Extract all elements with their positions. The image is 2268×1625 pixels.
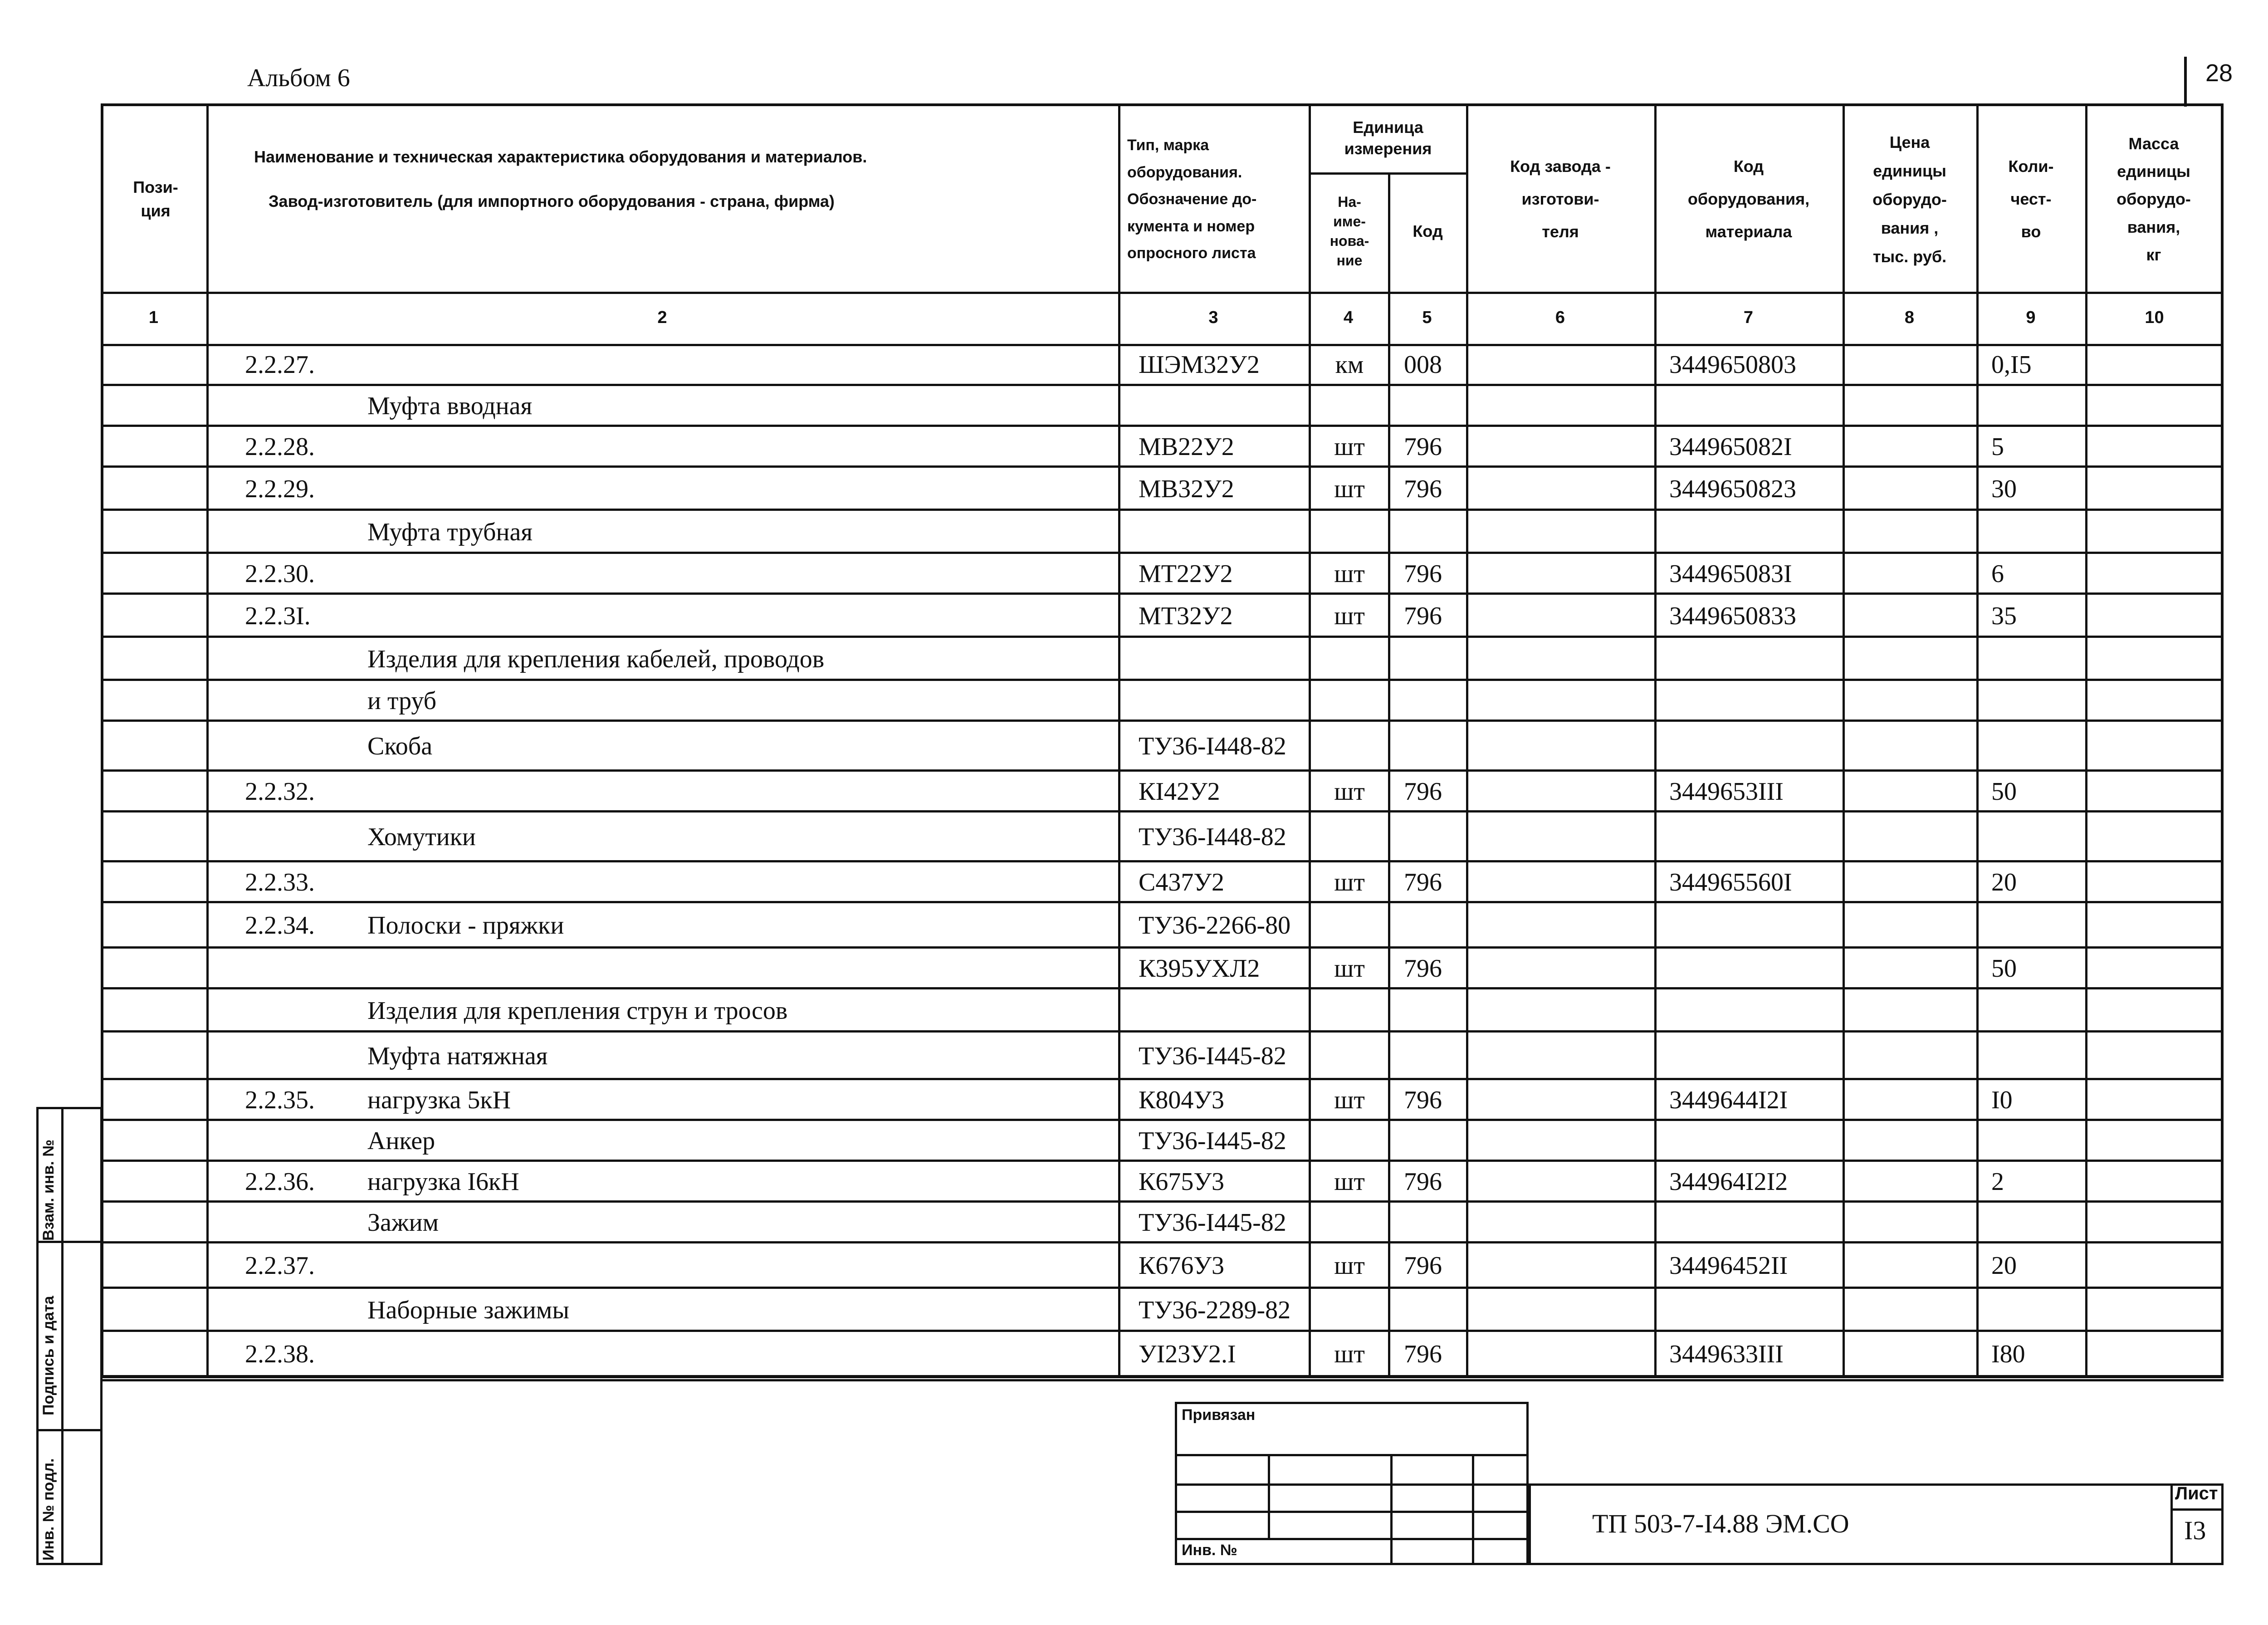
row-unit-code bbox=[1404, 680, 1467, 721]
row-position: 2.2.28. bbox=[245, 433, 315, 461]
header-mass: Масса единицы оборудо- вания, кг bbox=[2116, 134, 2191, 264]
privyazan-row-4 bbox=[1175, 1538, 1529, 1540]
row-unit-code: 796 bbox=[1404, 433, 1442, 461]
header-unit-code: Код bbox=[1413, 221, 1443, 240]
row-name: Изделия для крепления струн и тросов bbox=[367, 996, 788, 1025]
row-type bbox=[1139, 386, 1311, 426]
header-name-line2: Завод-изготовитель (для импортного оборудования - страна, фирма) bbox=[269, 192, 835, 211]
row-quantity bbox=[1991, 1202, 2082, 1243]
row-equipment-code bbox=[1669, 721, 1842, 771]
row-equipment-code: 3449644I2I bbox=[1669, 1086, 1788, 1114]
column-number-5: 5 bbox=[1422, 308, 1432, 327]
col-line-9 bbox=[2085, 103, 2087, 1378]
row-equipment-code bbox=[1669, 1121, 1842, 1161]
row-type: КI42У2 bbox=[1139, 778, 1220, 806]
column-number-3: 3 bbox=[1208, 308, 1218, 327]
row-position: 2.2.33. bbox=[245, 868, 315, 896]
row-equipment-code bbox=[1669, 989, 1842, 1032]
privyazan-row-1 bbox=[1175, 1454, 1529, 1456]
sheet-number: I3 bbox=[2184, 1516, 2206, 1545]
row-unit bbox=[1311, 637, 1388, 680]
row-name bbox=[367, 948, 1116, 989]
row-unit-code: 796 bbox=[1404, 778, 1442, 806]
row-unit-code bbox=[1404, 721, 1467, 771]
row-unit: шт bbox=[1334, 954, 1365, 983]
row-unit bbox=[1311, 680, 1388, 721]
row-name: Полоски - пряжки bbox=[367, 911, 564, 940]
list-box-divider bbox=[2170, 1508, 2224, 1511]
row-unit bbox=[1311, 386, 1388, 426]
header-type: Тип, марка оборудования. Обозначение до- кумента и номер опросного листа bbox=[1127, 137, 1257, 262]
row-unit: км bbox=[1335, 351, 1364, 379]
row-unit: шт bbox=[1334, 778, 1365, 806]
row-position: 2.2.3I. bbox=[245, 602, 311, 630]
row-unit-code: 796 bbox=[1404, 954, 1442, 983]
page-number: 28 bbox=[2205, 59, 2233, 87]
row-position: 2.2.35. bbox=[245, 1086, 315, 1114]
row-unit bbox=[1311, 721, 1388, 771]
row-unit: шт bbox=[1334, 1252, 1365, 1280]
row-name: Муфта вводная bbox=[367, 392, 533, 420]
row-equipment-code bbox=[1669, 386, 1842, 426]
stamp-vzam-label: Взам. инв. № bbox=[40, 1139, 57, 1241]
row-type: ШЭМ32У2 bbox=[1139, 351, 1260, 379]
column-number-2: 2 bbox=[657, 308, 667, 327]
stamp-podpis-label: Подпись и дата bbox=[40, 1296, 57, 1415]
privyazan-label: Привязан bbox=[1182, 1406, 1256, 1424]
page-number-divider bbox=[2184, 57, 2187, 107]
col-line-2 bbox=[1118, 103, 1120, 1378]
row-type: К675У3 bbox=[1139, 1168, 1224, 1196]
row-type: МТ32У2 bbox=[1139, 602, 1233, 630]
row-name: нагрузка I6кН bbox=[367, 1168, 519, 1196]
header-equipment-code: Код оборудования, материала bbox=[1687, 157, 1810, 241]
row-name: и труб bbox=[367, 687, 437, 715]
row-name bbox=[367, 467, 1116, 510]
row-quantity: 50 bbox=[1991, 778, 2017, 806]
row-equipment-code: 3449650833 bbox=[1669, 602, 1796, 630]
row-quantity: 6 bbox=[1991, 560, 2004, 588]
stamp-inner-line bbox=[61, 1107, 64, 1565]
row-equipment-code bbox=[1669, 637, 1842, 680]
document-designation: ТП 503-7-I4.88 ЭМ.СО bbox=[1592, 1509, 1849, 1538]
row-equipment-code bbox=[1669, 948, 1842, 989]
row-unit bbox=[1311, 903, 1388, 948]
column-number-9: 9 bbox=[2026, 308, 2036, 327]
row-type bbox=[1139, 637, 1311, 680]
row-unit bbox=[1311, 1288, 1388, 1331]
row-name bbox=[367, 594, 1116, 637]
row-unit-code: 796 bbox=[1404, 602, 1442, 630]
row-type: ТУ36-2289-82 bbox=[1139, 1296, 1291, 1324]
row-name bbox=[367, 771, 1116, 812]
row-unit-code bbox=[1404, 903, 1467, 948]
row-equipment-code bbox=[1669, 903, 1842, 948]
row-quantity bbox=[1991, 386, 2082, 426]
row-unit bbox=[1311, 989, 1388, 1032]
row-position: 2.2.30. bbox=[245, 560, 315, 588]
row-type: МВ32У2 bbox=[1139, 475, 1234, 503]
row-quantity: I80 bbox=[1991, 1340, 2025, 1368]
row-type: ТУ36-I448-82 bbox=[1139, 732, 1286, 760]
column-number-4: 4 bbox=[1343, 308, 1354, 327]
row-equipment-code: 344964I2I2 bbox=[1669, 1168, 1788, 1196]
inv-no-label: Инв. № bbox=[1182, 1542, 1237, 1559]
row-quantity bbox=[1991, 680, 2082, 721]
row-name: Изделия для крепления кабелей, проводов bbox=[367, 645, 825, 673]
row-unit-code bbox=[1404, 989, 1467, 1032]
row-quantity: 30 bbox=[1991, 475, 2017, 503]
row-quantity bbox=[1991, 812, 2082, 862]
row-type: ТУ36-I448-82 bbox=[1139, 823, 1286, 851]
row-type: К676У3 bbox=[1139, 1252, 1224, 1280]
row-equipment-code bbox=[1669, 680, 1842, 721]
row-unit-code bbox=[1404, 1288, 1467, 1331]
row-name: Муфта натяжная bbox=[367, 1042, 548, 1070]
col-line-6 bbox=[1654, 103, 1657, 1378]
column-number-7: 7 bbox=[1743, 308, 1754, 327]
row-name bbox=[367, 344, 1116, 386]
row-position: 2.2.37. bbox=[245, 1252, 315, 1280]
row-equipment-code: 3449633III bbox=[1669, 1340, 1784, 1368]
row-type: К804У3 bbox=[1139, 1086, 1224, 1114]
row-type: ТУ36-I445-82 bbox=[1139, 1127, 1286, 1155]
row-unit-code bbox=[1404, 510, 1467, 553]
row-unit-code: 796 bbox=[1404, 1252, 1442, 1280]
row-unit-code: 796 bbox=[1404, 1168, 1442, 1196]
row-position: 2.2.38. bbox=[245, 1340, 315, 1368]
row-quantity bbox=[1991, 721, 2082, 771]
row-name bbox=[367, 1243, 1116, 1288]
col-line-1 bbox=[206, 103, 209, 1378]
row-unit-code: 796 bbox=[1404, 868, 1442, 896]
row-unit: шт bbox=[1334, 868, 1365, 896]
stamp-inv-label: Инв. № подл. bbox=[40, 1458, 57, 1561]
row-name bbox=[367, 1331, 1116, 1377]
row-equipment-code: 3449650803 bbox=[1669, 351, 1796, 379]
row-name: Зажим bbox=[367, 1209, 439, 1237]
row-equipment-code: 344965560I bbox=[1669, 868, 1792, 896]
row-equipment-code bbox=[1669, 1202, 1842, 1243]
privyazan-row-2 bbox=[1175, 1483, 1529, 1486]
row-quantity bbox=[1991, 1032, 2082, 1080]
row-equipment-code: 3449653III bbox=[1669, 778, 1784, 806]
row-type: МТ22У2 bbox=[1139, 560, 1233, 588]
row-unit: шт bbox=[1334, 602, 1365, 630]
header-bottom-line bbox=[101, 292, 2224, 294]
header-quantity: Коли- чест- во bbox=[2008, 157, 2054, 241]
header-name-line1: Наименование и техническая характеристика оборудования и материалов. bbox=[254, 147, 867, 166]
row-unit-code bbox=[1404, 1032, 1467, 1080]
row-name: Хомутики bbox=[367, 823, 476, 851]
column-number-8: 8 bbox=[1904, 308, 1915, 327]
row-quantity bbox=[1991, 903, 2082, 948]
row-quantity: 0,I5 bbox=[1991, 351, 2032, 379]
row-unit-code bbox=[1404, 1121, 1467, 1161]
sheet-label: Лист bbox=[2175, 1483, 2218, 1503]
row-quantity: 20 bbox=[1991, 868, 2017, 896]
col-line-7 bbox=[1843, 103, 1845, 1378]
row-equipment-code bbox=[1669, 1032, 1842, 1080]
row-unit-code bbox=[1404, 637, 1467, 680]
row-type bbox=[1139, 510, 1311, 553]
privyazan-col-3 bbox=[1472, 1454, 1474, 1565]
row-equipment-code bbox=[1669, 510, 1842, 553]
row-quantity bbox=[1991, 510, 2082, 553]
row-quantity: 35 bbox=[1991, 602, 2017, 630]
row-quantity: I0 bbox=[1991, 1086, 2013, 1114]
row-quantity: 50 bbox=[1991, 954, 2017, 983]
row-unit bbox=[1311, 1202, 1388, 1243]
row-type bbox=[1139, 989, 1311, 1032]
col-line-8 bbox=[1976, 103, 1979, 1378]
title-block-top-line bbox=[101, 1379, 2224, 1381]
row-unit-code: 796 bbox=[1404, 475, 1442, 503]
row-name: Скоба bbox=[367, 732, 433, 760]
header-factory-code: Код завода - изготови- теля bbox=[1510, 157, 1611, 241]
row-equipment-code: 344965083I bbox=[1669, 560, 1792, 588]
header-price: Цена единицы оборудо- вания , тыс. руб. bbox=[1872, 132, 1947, 266]
row-equipment-code: 3449650823 bbox=[1669, 475, 1796, 503]
row-unit: шт bbox=[1334, 475, 1365, 503]
row-quantity: 2 bbox=[1991, 1168, 2004, 1196]
row-type: ТУ36-2266-80 bbox=[1139, 911, 1291, 940]
row-type bbox=[1139, 680, 1311, 721]
row-name: Анкер bbox=[367, 1127, 435, 1155]
row-position: 2.2.34. bbox=[245, 911, 315, 940]
row-equipment-code bbox=[1669, 1288, 1842, 1331]
row-unit: шт bbox=[1334, 1086, 1365, 1114]
header-name bbox=[254, 145, 1116, 218]
row-name: Муфта трубная bbox=[367, 518, 533, 546]
row-name: нагрузка 5кН bbox=[367, 1086, 511, 1114]
row-unit-code: 796 bbox=[1404, 1086, 1442, 1114]
row-unit-code: 796 bbox=[1404, 560, 1442, 588]
row-unit-code: 008 bbox=[1404, 351, 1442, 379]
row-name bbox=[367, 862, 1116, 903]
row-quantity bbox=[1991, 637, 2082, 680]
row-quantity: 5 bbox=[1991, 433, 2004, 461]
privyazan-col-2 bbox=[1390, 1454, 1393, 1565]
row-unit bbox=[1311, 510, 1388, 553]
row-equipment-code bbox=[1669, 812, 1842, 862]
column-number-1: 1 bbox=[148, 308, 159, 327]
row-unit-code bbox=[1404, 386, 1467, 426]
row-position: 2.2.32. bbox=[245, 778, 315, 806]
row-quantity bbox=[1991, 1288, 2082, 1331]
header-position: Пози- ция bbox=[133, 177, 178, 220]
row-type: ТУ36-I445-82 bbox=[1139, 1209, 1286, 1237]
privyazan-row-3 bbox=[1175, 1511, 1529, 1513]
row-unit bbox=[1311, 812, 1388, 862]
header-unit-name: На- име- нова- ние bbox=[1330, 193, 1369, 269]
row-type: К395УХЛ2 bbox=[1139, 954, 1260, 983]
row-equipment-code: 344965082I bbox=[1669, 433, 1792, 461]
row-unit bbox=[1311, 1032, 1388, 1080]
column-number-10: 10 bbox=[2145, 308, 2164, 327]
row-position: 2.2.27. bbox=[245, 351, 315, 379]
row-type: УI23У2.I bbox=[1139, 1340, 1236, 1368]
row-unit: шт bbox=[1334, 1340, 1365, 1368]
row-unit: шт bbox=[1334, 1168, 1365, 1196]
row-name: Наборные зажимы bbox=[367, 1296, 569, 1324]
header-unit: Единица измерения bbox=[1344, 118, 1432, 158]
row-unit: шт bbox=[1334, 560, 1365, 588]
row-unit-code bbox=[1404, 1202, 1467, 1243]
row-type: МВ22У2 bbox=[1139, 433, 1234, 461]
row-unit: шт bbox=[1334, 433, 1365, 461]
row-quantity bbox=[1991, 1121, 2082, 1161]
row-type: С437У2 bbox=[1139, 868, 1224, 896]
column-number-6: 6 bbox=[1555, 308, 1565, 327]
row-type: ТУ36-I445-82 bbox=[1139, 1042, 1286, 1070]
album-label: Альбом 6 bbox=[247, 64, 350, 92]
col-line-4 bbox=[1388, 172, 1390, 1378]
row-equipment-code: 34496452II bbox=[1669, 1252, 1788, 1280]
row-position: 2.2.29. bbox=[245, 475, 315, 503]
row-position: 2.2.36. bbox=[245, 1168, 315, 1196]
row-quantity: 20 bbox=[1991, 1252, 2017, 1280]
row-quantity bbox=[1991, 989, 2082, 1032]
row-name bbox=[367, 426, 1116, 467]
row-unit bbox=[1311, 1121, 1388, 1161]
row-unit-code: 796 bbox=[1404, 1340, 1442, 1368]
row-unit-code bbox=[1404, 812, 1467, 862]
row-name bbox=[367, 553, 1116, 594]
privyazan-col-1 bbox=[1268, 1454, 1270, 1538]
